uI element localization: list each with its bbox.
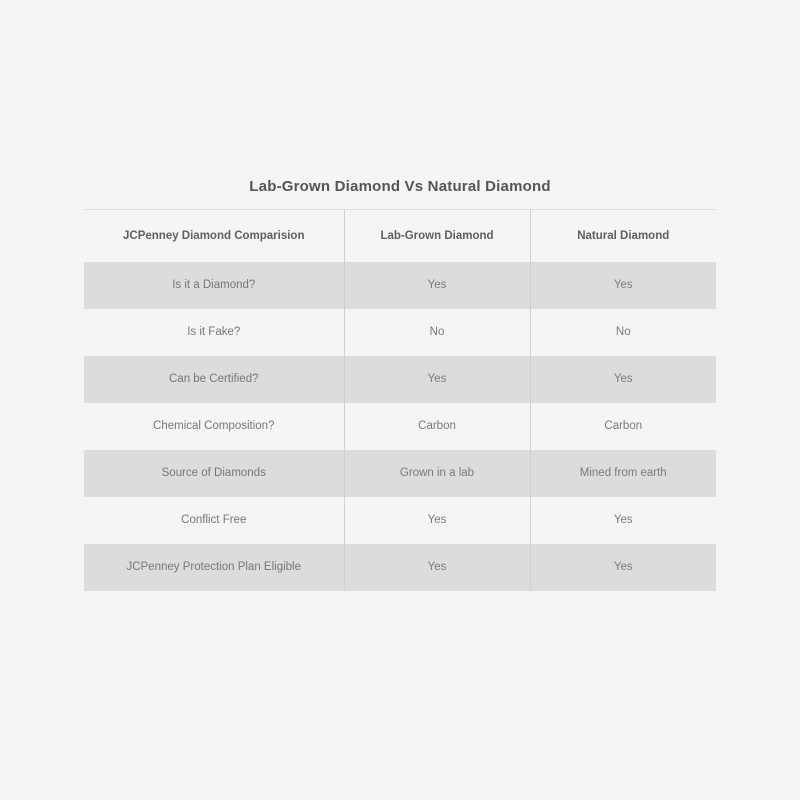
cell-natural: Mined from earth: [530, 450, 716, 497]
table-row: [84, 262, 716, 309]
table-row: [84, 356, 716, 403]
table-body: [84, 262, 716, 591]
column-header-natural: Natural Diamond: [530, 210, 716, 262]
comparison-table-container: [84, 178, 716, 591]
cell-natural: No: [530, 309, 716, 356]
column-header-feature: JCPenney Diamond Comparision: [123, 229, 305, 242]
cell-feature: Is it a Diamond?: [84, 262, 344, 309]
cell-lab-grown: Grown in a lab: [344, 450, 530, 497]
table-row: [84, 450, 716, 497]
table-row: [84, 309, 716, 356]
cell-natural: Yes: [530, 544, 716, 591]
cell-lab-grown: Yes: [344, 497, 530, 544]
table-header: [84, 210, 716, 262]
cell-natural: Yes: [530, 497, 716, 544]
cell-feature: Is it Fake?: [187, 326, 241, 339]
cell-natural: Yes: [530, 356, 716, 403]
page-title: Lab-Grown Diamond Vs Natural Diamond: [84, 178, 716, 210]
table-row: [84, 403, 716, 450]
table-row: [84, 544, 716, 591]
column-header-lab-grown: Lab-Grown Diamond: [344, 210, 530, 262]
cell-lab-grown: Yes: [344, 544, 530, 591]
table-header-row: [84, 210, 716, 262]
cell-feature: Source of Diamonds: [84, 450, 344, 497]
cell-natural: Yes: [530, 262, 716, 309]
cell-lab-grown: Yes: [344, 356, 530, 403]
table-row: [84, 497, 716, 544]
cell-natural: Carbon: [530, 403, 716, 450]
cell-feature: Conflict Free: [181, 514, 247, 527]
cell-feature: Can be Certified?: [84, 356, 344, 403]
cell-feature: JCPenney Protection Plan Eligible: [84, 544, 344, 591]
cell-lab-grown: No: [344, 309, 530, 356]
cell-feature: Chemical Composition?: [153, 420, 275, 433]
cell-lab-grown: Carbon: [344, 403, 530, 450]
cell-lab-grown: Yes: [344, 262, 530, 309]
comparison-table: [84, 210, 716, 591]
